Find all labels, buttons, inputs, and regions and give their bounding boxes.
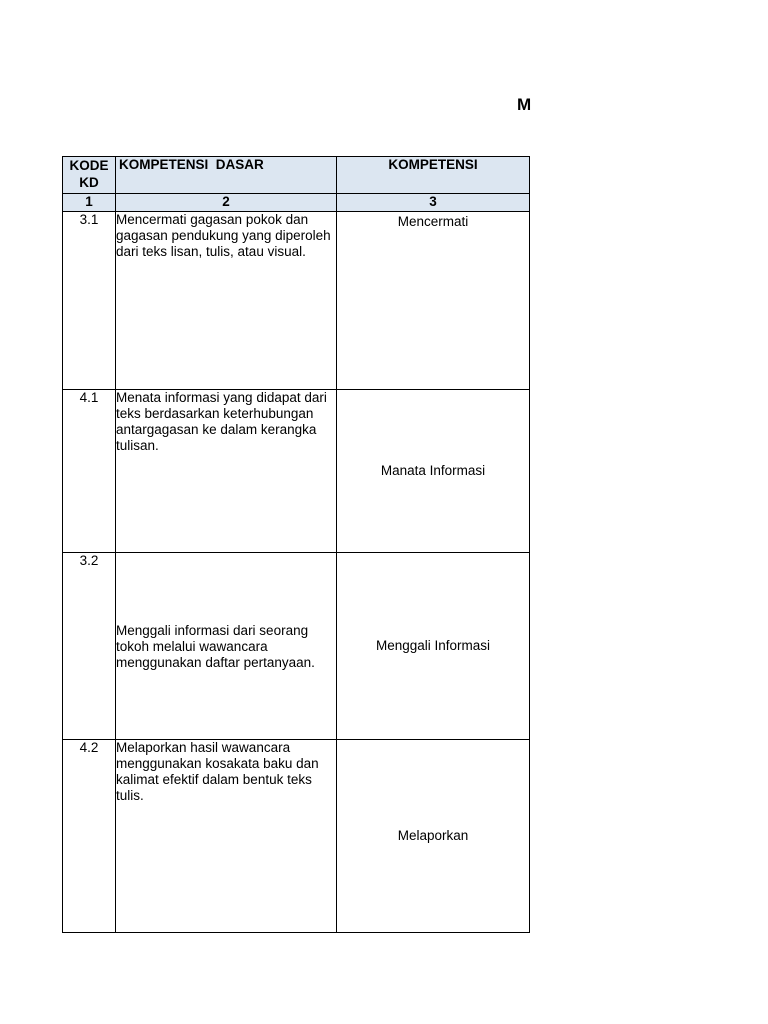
column-number: 1 [63,194,116,212]
column-number: 3 [337,194,530,212]
column-number-row [63,194,530,212]
table-row [63,212,530,390]
header-kode-kd: KODE KD [63,157,116,194]
table-row [63,390,530,553]
kd-code: 3.1 [63,212,116,390]
column-number: 2 [116,194,337,212]
table-header-row [63,157,530,194]
kd-description: Menggali informasi dari seorang tokoh melalui wawancara menggunakan daftar pertanyaan. [116,553,337,740]
kd-competency: Menggali Informasi [337,553,530,740]
kd-competency: Manata Informasi [337,390,530,553]
kd-code: 4.2 [63,740,116,933]
kd-competency: Melaporkan [337,740,530,933]
kd-description: Mencermati gagasan pokok dan gagasan pendukung yang diperoleh dari teks lisan, tulis, atau visual. [116,212,337,390]
page-heading: M [517,95,532,114]
kd-competency: Mencermati [337,212,530,390]
kd-description: Melaporkan hasil wawancara menggunakan kosakata baku dan kalimat efektif dalam bentuk teks tulis. [116,740,337,933]
header-kompetensi: KOMPETENSI [337,157,530,194]
kd-code: 4.1 [63,390,116,553]
header-kompetensi-dasar: KOMPETENSI DASAR [116,157,337,194]
kd-code: 3.2 [63,553,116,740]
table-row [63,740,530,933]
competency-table [62,156,530,933]
kd-description: Menata informasi yang didapat dari teks berdasarkan keterhubungan antargagasan ke dalam kerangka tulisan. [116,390,337,553]
table-row [63,553,530,740]
